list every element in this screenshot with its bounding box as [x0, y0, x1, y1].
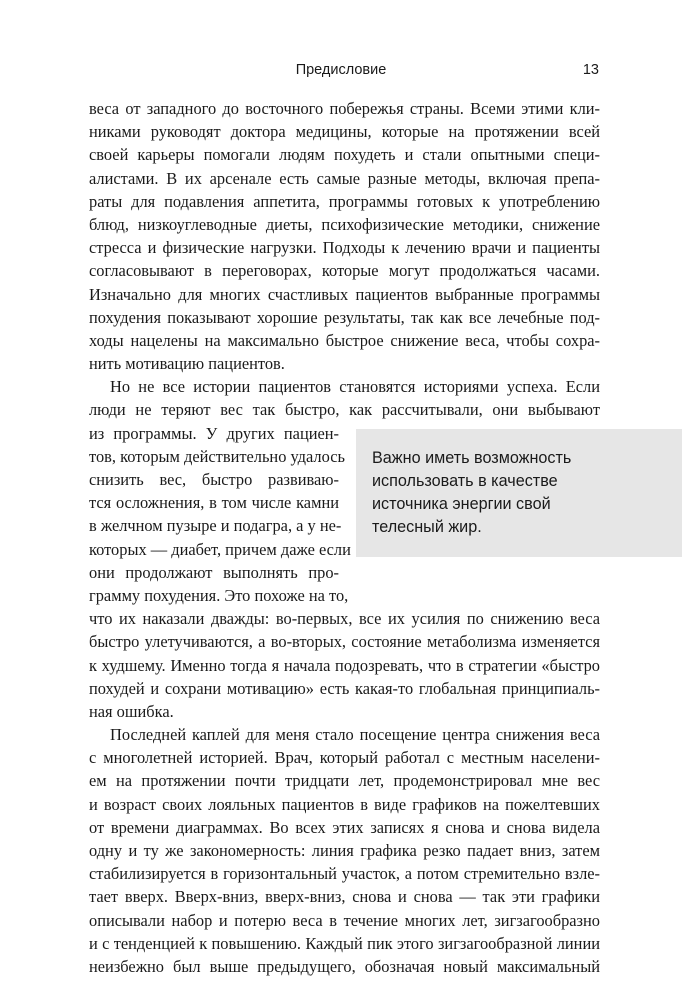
page-number: 13 [582, 62, 599, 78]
chapter-title: Предисловие [295, 62, 387, 78]
text-line: раты для подавления аппетита, программы готовых к употреблению [89, 191, 600, 211]
text-line: стресса и физические нагрузки. Подходы к лечению врачи и пациенты [89, 238, 600, 258]
text-line: блюд, низкоуглеводные диеты, психофизические методики, снижение [89, 214, 600, 234]
text-line: и возраст своих лояльных пациентов в виде графиков на пожелтевших [89, 794, 600, 814]
text-line: описывали набор и потерю веса в течение многих лет, зигзагообразно [89, 910, 600, 930]
text-line: тает вверх. Вверх-вниз, вверх-вниз, снова и снова — так эти графики [89, 887, 600, 907]
text-line: с многолетней историей. Врач, который работал с местным населени- [89, 748, 600, 768]
text-line: люди не теряют вес так быстро, как рассчитывали, они выбывают [89, 400, 600, 420]
text-line: тов, которым действительно удалось [89, 446, 345, 466]
text-line: которых — диабет, причем даже если [89, 539, 351, 559]
text-line: нить мотивацию пациентов. [89, 354, 285, 374]
text-line: быстро улетучиваются, а во-вторых, состояние метаболизма изменяется [89, 632, 600, 652]
text-line: Но не все истории пациентов становятся историями успеха. Если [110, 377, 600, 397]
pull-quote-line: использовать в качестве [372, 472, 558, 490]
running-header [0, 62, 682, 86]
text-line: ходы нацелены на максимально быстрое снижение веса, чтобы сохра- [89, 330, 600, 350]
text-line: стабилизируется в горизонтальный участок, а потом стремительно взле- [89, 864, 600, 884]
text-line: своей карьеры помогали людям похудеть и стали опытными специ- [89, 145, 600, 165]
text-line: они продолжают выполнять про- [89, 562, 339, 582]
text-line: похудения показывают хорошие результаты, так как все лечебные под- [89, 307, 600, 327]
text-line: ная ошибка. [89, 701, 174, 721]
text-line: похудей и сохрани мотивацию» есть какая-то глобальная принципиаль- [89, 678, 600, 698]
pull-quote-line: Важно иметь возможность [372, 449, 572, 467]
text-line: Последней каплей для меня стало посещение центра снижения веса [110, 725, 600, 745]
text-line: и с тенденцией к повышению. Каждый пик этого зигзагообразной линии [89, 933, 600, 953]
text-line: алистами. В их арсенале есть самые разные методы, включая препа- [89, 168, 600, 188]
text-line: неизбежно был выше предыдущего, обозначая новый максимальный [89, 956, 600, 976]
text-line: согласовывают в переговорах, которые могут продолжаться часами. [89, 261, 600, 281]
text-line: к худшему. Именно тогда я начала подозревать, что в стратегии «быстро [89, 655, 600, 675]
text-line: ем на протяжении почти тридцати лет, продемонстрировал мне вес [89, 771, 600, 791]
text-line: что их наказали дважды: во-первых, все их усилия по снижению веса [89, 609, 600, 629]
pull-quote-line: источника энергии свой [372, 495, 551, 513]
text-line: тся осложнения, в том числе камни [89, 493, 339, 513]
text-line: никами руководят доктора медицины, которые на протяжении всей [89, 122, 600, 142]
text-line: в желчном пузыре и подагра, а у не- [89, 516, 342, 536]
text-line: из программы. У других пациен- [89, 423, 339, 443]
text-line: одну и ту же закономерность: линия графика резко падает вниз, затем [89, 841, 600, 860]
text-line: Изначально для многих счастливых пациентов выбранные программы [89, 284, 600, 304]
text-line: от времени диаграммах. Во всех этих записях я снова и снова видела [89, 817, 600, 837]
text-line: грамму похудения. Это похоже на то, [89, 585, 349, 605]
pull-quote-line: телесный жир. [372, 518, 482, 536]
text-line: веса от западного до восточного побережья страны. Всеми этими кли- [89, 99, 600, 118]
text-line: снизить вес, быстро развиваю- [89, 470, 339, 489]
body-text [89, 97, 600, 978]
